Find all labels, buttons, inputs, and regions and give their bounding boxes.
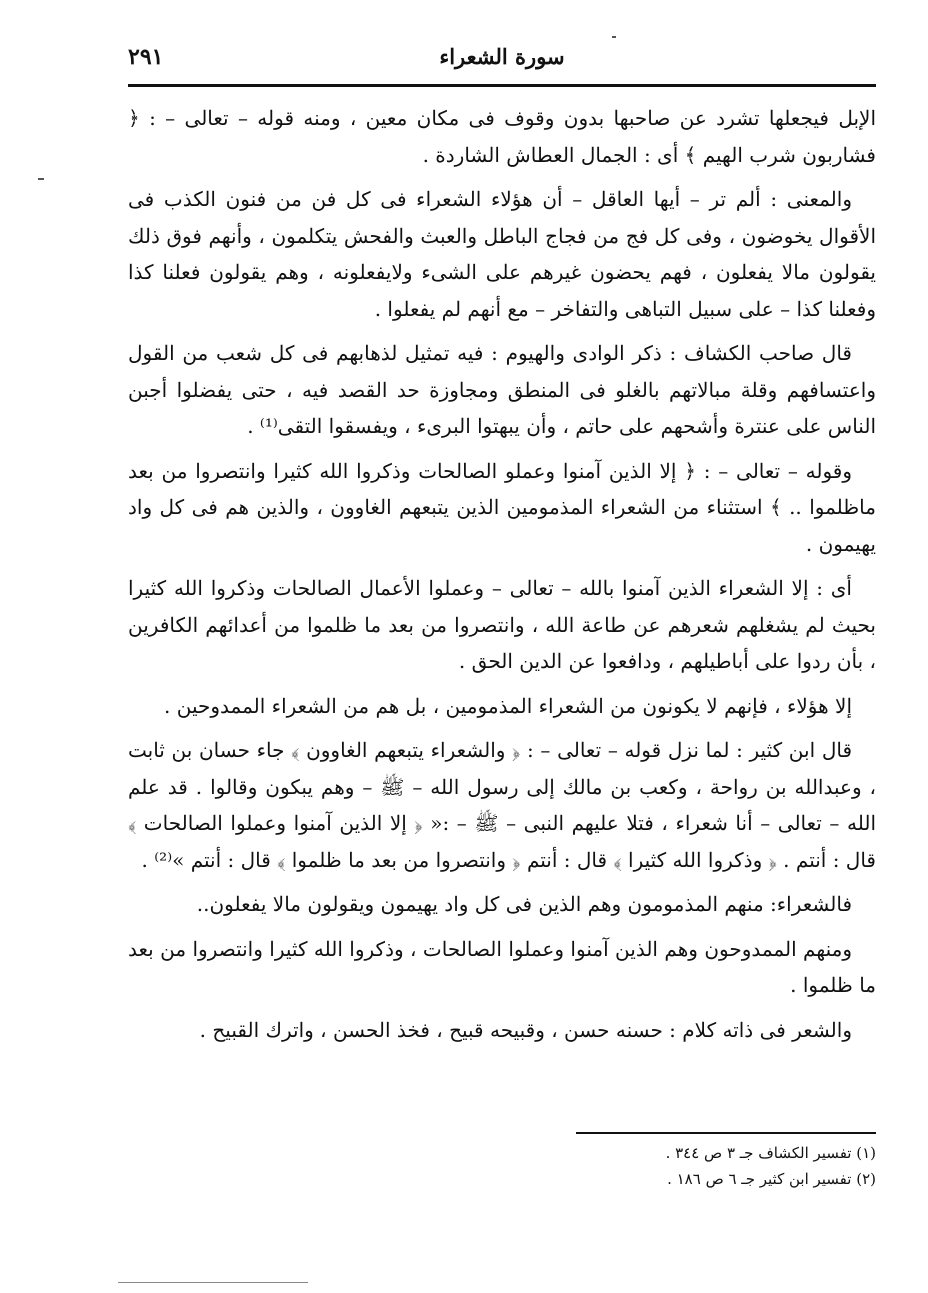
header-rule xyxy=(128,84,876,87)
paragraph: أى : إلا الشعراء الذين آمنوا بالله – تعالى – وعملوا الأعمال الصالحات وذكروا الله كثيرا بحيث لم يشغلهم شعرهم عن طاعة الله ، وانتصروا من بعد ما ظلموا من أعدائهم الكافرين ، بأن ردوا على أباطيلهم ، ودافعوا عن الدين الحق . xyxy=(128,576,876,673)
page-header xyxy=(128,38,876,78)
body-text xyxy=(128,100,876,1056)
paragraph: قال صاحب الكشاف : ذكر الوادى والهيوم : فيه تمثيل لذهابهم فى كل شعب من القول واعتسافهم وقلة مبالاتهم بالغلو فى المنطق ومجاوزة حد القصد فيه ، حتى يفضلوا أجبن الناس على عنترة وأشحهم على حاتم ، وأن يبهتوا البرىء ، ويفسقوا التقى⁽¹⁾ . xyxy=(128,341,876,438)
surah-title: سورة الشعراء xyxy=(439,44,565,69)
footnote: (٢) تفسير ابن كثير جـ ٦ ص ١٨٦ . xyxy=(667,1170,876,1188)
paragraph: والشعر فى ذاته كلام : حسنه حسن ، وقبيحه قبيح ، فخذ الحسن ، واترك القبيح . xyxy=(199,1017,852,1042)
paragraph: ومنهم الممدوحون وهم الذين آمنوا وعملوا الصالحات ، وذكروا الله كثيرا وانتصروا من بعد ما ظلموا . xyxy=(128,936,876,997)
paragraph: فالشعراء: منهم المذمومون وهم الذين فى كل واد يهيمون ويقولون مالا يفعلون.. xyxy=(196,892,852,916)
paragraph: والمعنى : ألم تر – أيها العاقل – أن هؤلاء الشعراء فى كل فن من فنون الكذب فى الأقوال يخوضون ، وفى كل فج من فجاج الباطل والعبث والفحش يتكلمون ، وأنهم فوق ذلك يقولون مالا يفعلون ، فهم يحضون غيرهم على الشىء ولايفعلونه ، وهم يقولون فعلنا كذا وفعلنا كذا – على سبيل التباهى والتفاخر – مع أنهم لم يفعلوا . xyxy=(128,187,876,321)
footnotes xyxy=(400,1140,876,1192)
paragraph: قال ابن كثير : لما نزل قوله – تعالى – : ﴿ والشعراء يتبعهم الغاوون ﴾ جاء حسان بن ثابت ، وعبدالله بن رواحة ، وكعب بن مالك إلى رسول الله – ﷺ – وهم يبكون وقالوا . قد علم الله – تعالى – أنا شعراء ، فتلا عليهم النبى – ﷺ – :« ﴿ إلا الذين آمنوا وعملوا الصالحات ﴾ قال : أنتم . ﴿ وذكروا الله كثيرا ﴾ قال : أنتم ﴿ وانتصروا من بعد ما ظلموا ﴾ قال : أنتم »⁽²⁾ . xyxy=(128,738,876,872)
paragraph: إلا هؤلاء ، فإنهم لا يكونون من الشعراء المذمومين ، بل هم من الشعراء الممدوحين . xyxy=(164,693,852,718)
scan-speck xyxy=(612,36,616,38)
bottom-scan-line xyxy=(118,1282,308,1283)
footnote: (١) تفسير الكشاف جـ ٣ ص ٣٤٤ . xyxy=(665,1144,876,1162)
page-number: ٢٩١ xyxy=(128,44,164,70)
footnote-rule xyxy=(576,1132,876,1134)
scan-speck xyxy=(38,178,44,180)
paragraph: الإبل فيجعلها تشرد عن صاحبها بدون وقوف فى مكان معين ، ومنه قوله – تعالى – : ﴿ فشاربون شرب الهيم ﴾ أى : الجمال العطاش الشاردة . xyxy=(128,106,876,167)
paragraph: وقوله – تعالى – : ﴿ إلا الذين آمنوا وعملو الصالحات وذكروا الله كثيرا وانتصروا من بعد ماظلموا .. ﴾ استثناء من الشعراء المذمومين الذين يتبعهم الغاوون ، والذين هم فى كل واد يهيمون . xyxy=(128,458,876,556)
